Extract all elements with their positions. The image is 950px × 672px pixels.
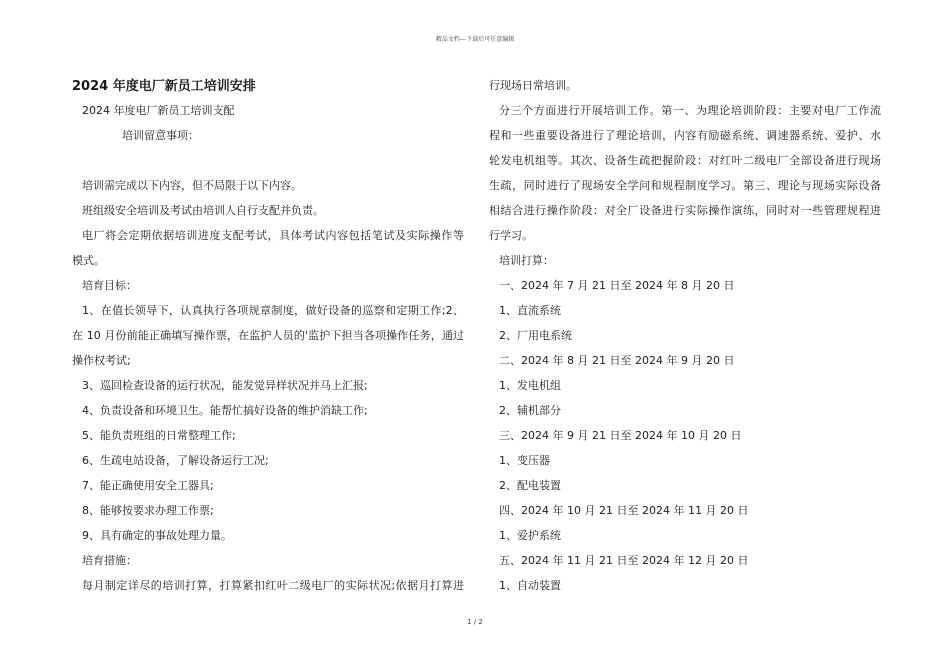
schedule-item: 1、直流系统 bbox=[499, 304, 561, 317]
schedule-item: 1、爱护系统 bbox=[499, 529, 561, 542]
schedule-item: 1、变压器 bbox=[499, 454, 550, 467]
goal-item: 4、负责设备和环境卫生。能帮忙搞好设备的维护消缺工作; bbox=[82, 404, 368, 417]
goal-item: 6、生疏电站设备，了解设备运行工况; bbox=[82, 454, 269, 467]
schedule-period: 四、2024 年 10 月 21 日至 2024 年 11 月 20 日 bbox=[499, 504, 749, 517]
paragraph-phases: 生疏，同时进行了现场安全学问和规程制度学习。第三、理论与现场实际设备 bbox=[489, 179, 881, 192]
schedule-period: 五、2024 年 11 月 21 日至 2024 年 12 月 20 日 bbox=[499, 554, 749, 567]
paragraph-measures-continued: 行现场日常培训。 bbox=[489, 79, 577, 92]
paragraph-measures: 每月制定详尽的培训打算，打算紧扣红叶二级电厂的实际状况;依据月打算进 bbox=[82, 579, 464, 592]
schedule-period: 二、2024 年 8 月 21 日至 2024 年 9 月 20 日 bbox=[499, 354, 735, 367]
document-subtitle: 2024 年度电厂新员工培训支配 bbox=[82, 104, 235, 117]
plan-heading: 培训打算： bbox=[499, 254, 554, 267]
goal-item: 在 10 月份前能正确填写操作票，在监护人员的'监护下担当各项操作任务，通过 bbox=[72, 329, 464, 342]
paragraph-phases: 程和一些重要设备进行了理论培训，内容有励磁系统、调速器系统、爱护、水 bbox=[489, 129, 881, 142]
paragraph-exam-line: 模式。 bbox=[72, 254, 105, 267]
goal-item: 3、巡回检查设备的运行状况，能发觉异样状况并马上汇报; bbox=[82, 379, 368, 392]
paragraph-phases: 行学习。 bbox=[489, 229, 533, 242]
schedule-period: 一、2024 年 7 月 21 日至 2024 年 8 月 20 日 bbox=[499, 279, 735, 292]
paragraph-phases: 分三个方面进行开展培训工作。第一、为理论培训阶段：主要对电厂工作流 bbox=[499, 104, 881, 117]
goals-heading: 培育目标： bbox=[82, 279, 137, 292]
measures-heading: 培育措施： bbox=[82, 554, 137, 567]
goal-item: 5、能负责班组的日常整理工作; bbox=[82, 429, 236, 442]
goal-item: 9、具有确定的事故处理力量。 bbox=[82, 529, 232, 542]
schedule-item: 2、厂用电系统 bbox=[499, 329, 572, 342]
paragraph-content-intro: 培训需完成以下内容，但不局限于以下内容。 bbox=[82, 179, 302, 192]
goal-item: 操作权考试; bbox=[72, 354, 131, 367]
goal-item: 8、能够按要求办理工作票; bbox=[82, 504, 214, 517]
page-number: 1 / 2 bbox=[467, 618, 483, 626]
page-header: 精品文档---下载后可任意编辑 bbox=[435, 36, 515, 43]
document-title: 2024 年度电厂新员工培训安排 bbox=[72, 79, 256, 94]
schedule-item: 2、辅机部分 bbox=[499, 404, 561, 417]
paragraph-phases: 轮发电机组等。其次、设备生疏把握阶段：对红叶二级电厂全部设备进行现场 bbox=[489, 154, 881, 167]
schedule-item: 1、发电机组 bbox=[499, 379, 561, 392]
paragraph-exam-line: 电厂将会定期依据培训进度支配考试，具体考试内容包括笔试及实际操作等 bbox=[82, 229, 464, 242]
schedule-period: 三、2024 年 9 月 21 日至 2024 年 10 月 20 日 bbox=[499, 429, 742, 442]
schedule-item: 2、配电装置 bbox=[499, 479, 561, 492]
notes-heading: 培训留意事项： bbox=[122, 129, 199, 142]
schedule-item: 1、自动装置 bbox=[499, 579, 561, 592]
paragraph-safety-training: 班组级安全培训及考试由培训人自行支配并负责。 bbox=[82, 204, 324, 217]
goal-item: 1、在值长领导下，认真执行各项规章制度，做好设备的巡察和定期工作;2、 bbox=[82, 304, 464, 317]
paragraph-phases: 相结合进行操作阶段：对全厂设备进行实际操作演练，同时对一些管理规程进 bbox=[489, 204, 881, 217]
goal-item: 7、能正确使用安全工器具; bbox=[82, 479, 214, 492]
